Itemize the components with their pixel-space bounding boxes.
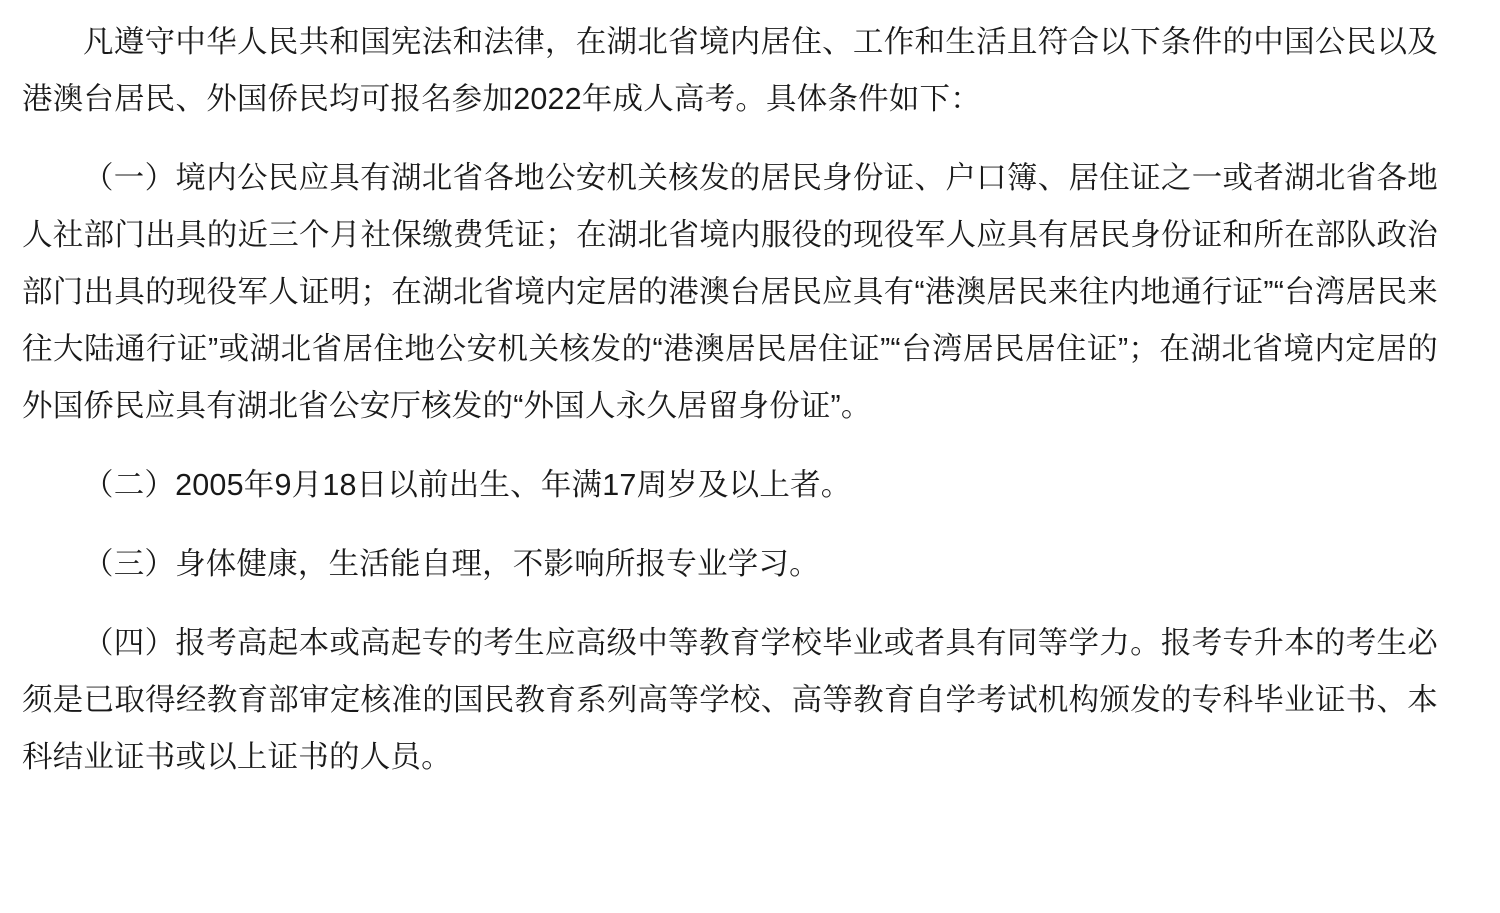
paragraph-condition-four: （四）报考高起本或高起专的考生应高级中等教育学校毕业或者具有同等学力。报考专升本的考生必须是已取得经教育部审定核准的国民教育系列高等学校、高等教育自学考试机构颁发的专科毕业证书、本科结业证书或以上证书的人员。: [22, 626, 1438, 774]
paragraph-intro: 凡遵守中华人民共和国宪法和法律，在湖北省境内居住、工作和生活且符合以下条件的中国公民以及港澳台居民、外国侨民均可报名参加2022年成人高考。具体条件如下：: [22, 25, 1438, 116]
paragraph-condition-three: （三）身体健康，生活能自理，不影响所报专业学习。: [83, 547, 820, 581]
paragraph-condition-two: （二）2005年9月18日以前出生、年满17周岁及以上者。: [83, 468, 852, 502]
paragraph-spacer: [22, 593, 1438, 615]
paragraph-spacer: [22, 514, 1438, 536]
paragraph-spacer: [22, 128, 1438, 150]
paragraph-condition-one: （一）境内公民应具有湖北省各地公安机关核发的居民身份证、户口簿、居住证之一或者湖北省各地人社部门出具的近三个月社保缴费凭证；在湖北省境内服役的现役军人应具有居民身份证和所在部队政治部门出具的现役军人证明；在湖北省境内定居的港澳台居民应具有“港澳居民来往内地通行证”“台湾居民来往大陆通行证”或湖北省居住地公安机关核发的“港澳居民居住证”“台湾居民居住证”；在湖北省境内定居的外国侨民应具有湖北省公安厅核发的“外国人永久居留身份证”。: [22, 161, 1438, 423]
paragraph-spacer: [22, 435, 1438, 457]
